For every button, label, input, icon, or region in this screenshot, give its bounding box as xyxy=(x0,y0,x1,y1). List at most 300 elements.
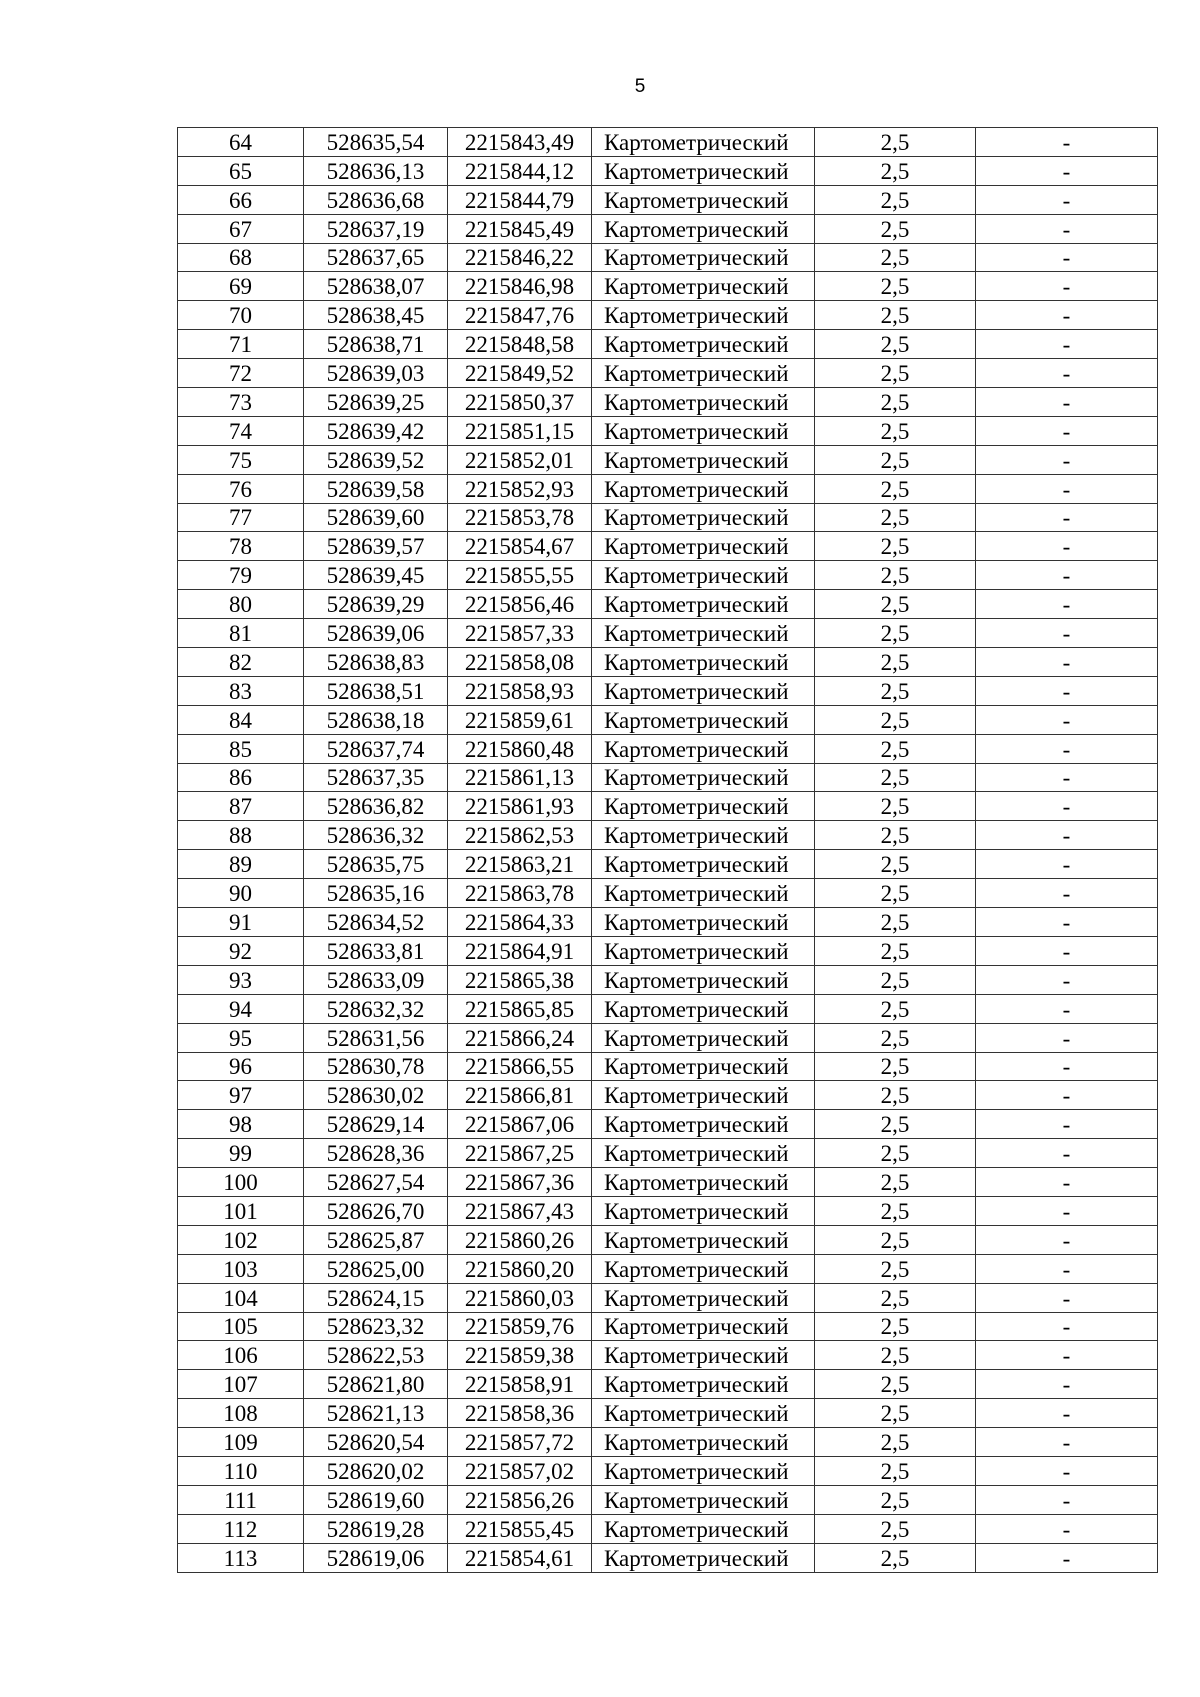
description-cell: - xyxy=(976,1052,1158,1081)
description-cell: - xyxy=(976,1283,1158,1312)
accuracy-cell: 2,5 xyxy=(815,1428,976,1457)
x-coordinate-cell: 528630,02 xyxy=(304,1081,448,1110)
method-cell: Картометрический xyxy=(592,1543,815,1572)
method-cell: Картометрический xyxy=(592,1312,815,1341)
method-cell: Картометрический xyxy=(592,128,815,157)
y-coordinate-cell: 2215860,20 xyxy=(448,1254,592,1283)
point-number-cell: 103 xyxy=(178,1254,304,1283)
method-cell: Картометрический xyxy=(592,994,815,1023)
description-cell: - xyxy=(976,1139,1158,1168)
y-coordinate-cell: 2215849,52 xyxy=(448,359,592,388)
x-coordinate-cell: 528633,09 xyxy=(304,965,448,994)
accuracy-cell: 2,5 xyxy=(815,474,976,503)
x-coordinate-cell: 528633,81 xyxy=(304,936,448,965)
description-cell: - xyxy=(976,994,1158,1023)
method-cell: Картометрический xyxy=(592,1052,815,1081)
point-number-cell: 110 xyxy=(178,1456,304,1485)
description-cell: - xyxy=(976,1399,1158,1428)
accuracy-cell: 2,5 xyxy=(815,1341,976,1370)
y-coordinate-cell: 2215867,36 xyxy=(448,1168,592,1197)
y-coordinate-cell: 2215852,93 xyxy=(448,474,592,503)
method-cell: Картометрический xyxy=(592,445,815,474)
method-cell: Картометрический xyxy=(592,503,815,532)
point-number-cell: 70 xyxy=(178,301,304,330)
accuracy-cell: 2,5 xyxy=(815,445,976,474)
accuracy-cell: 2,5 xyxy=(815,1370,976,1399)
table-row xyxy=(178,272,1158,301)
point-number-cell: 76 xyxy=(178,474,304,503)
accuracy-cell: 2,5 xyxy=(815,128,976,157)
accuracy-cell: 2,5 xyxy=(815,532,976,561)
x-coordinate-cell: 528629,14 xyxy=(304,1110,448,1139)
table-row xyxy=(178,908,1158,937)
table-row xyxy=(178,965,1158,994)
method-cell: Картометрический xyxy=(592,301,815,330)
point-number-cell: 69 xyxy=(178,272,304,301)
x-coordinate-cell: 528639,25 xyxy=(304,388,448,417)
accuracy-cell: 2,5 xyxy=(815,388,976,417)
table-row xyxy=(178,474,1158,503)
point-number-cell: 104 xyxy=(178,1283,304,1312)
method-cell: Картометрический xyxy=(592,214,815,243)
y-coordinate-cell: 2215844,79 xyxy=(448,185,592,214)
method-cell: Картометрический xyxy=(592,1399,815,1428)
accuracy-cell: 2,5 xyxy=(815,1081,976,1110)
accuracy-cell: 2,5 xyxy=(815,936,976,965)
coordinates-table-body xyxy=(178,128,1158,1573)
description-cell: - xyxy=(976,734,1158,763)
accuracy-cell: 2,5 xyxy=(815,590,976,619)
x-coordinate-cell: 528636,82 xyxy=(304,792,448,821)
description-cell: - xyxy=(976,1543,1158,1572)
table-row xyxy=(178,1168,1158,1197)
accuracy-cell: 2,5 xyxy=(815,1514,976,1543)
method-cell: Картометрический xyxy=(592,388,815,417)
description-cell: - xyxy=(976,156,1158,185)
point-number-cell: 72 xyxy=(178,359,304,388)
description-cell: - xyxy=(976,1456,1158,1485)
point-number-cell: 87 xyxy=(178,792,304,821)
description-cell: - xyxy=(976,1428,1158,1457)
description-cell: - xyxy=(976,532,1158,561)
point-number-cell: 82 xyxy=(178,648,304,677)
y-coordinate-cell: 2215866,24 xyxy=(448,1023,592,1052)
y-coordinate-cell: 2215854,67 xyxy=(448,532,592,561)
x-coordinate-cell: 528623,32 xyxy=(304,1312,448,1341)
accuracy-cell: 2,5 xyxy=(815,416,976,445)
point-number-cell: 75 xyxy=(178,445,304,474)
y-coordinate-cell: 2215866,81 xyxy=(448,1081,592,1110)
y-coordinate-cell: 2215857,02 xyxy=(448,1456,592,1485)
method-cell: Картометрический xyxy=(592,1485,815,1514)
x-coordinate-cell: 528634,52 xyxy=(304,908,448,937)
table-row xyxy=(178,1428,1158,1457)
accuracy-cell: 2,5 xyxy=(815,1283,976,1312)
point-number-cell: 86 xyxy=(178,763,304,792)
accuracy-cell: 2,5 xyxy=(815,1168,976,1197)
point-number-cell: 64 xyxy=(178,128,304,157)
description-cell: - xyxy=(976,1023,1158,1052)
method-cell: Картометрический xyxy=(592,1225,815,1254)
y-coordinate-cell: 2215859,61 xyxy=(448,705,592,734)
description-cell: - xyxy=(976,243,1158,272)
accuracy-cell: 2,5 xyxy=(815,185,976,214)
table-row xyxy=(178,185,1158,214)
x-coordinate-cell: 528636,32 xyxy=(304,821,448,850)
y-coordinate-cell: 2215865,38 xyxy=(448,965,592,994)
accuracy-cell: 2,5 xyxy=(815,850,976,879)
point-number-cell: 94 xyxy=(178,994,304,1023)
table-row xyxy=(178,792,1158,821)
y-coordinate-cell: 2215863,21 xyxy=(448,850,592,879)
point-number-cell: 65 xyxy=(178,156,304,185)
y-coordinate-cell: 2215857,33 xyxy=(448,619,592,648)
description-cell: - xyxy=(976,214,1158,243)
table-row xyxy=(178,330,1158,359)
x-coordinate-cell: 528637,65 xyxy=(304,243,448,272)
method-cell: Картометрический xyxy=(592,474,815,503)
table-row xyxy=(178,1312,1158,1341)
accuracy-cell: 2,5 xyxy=(815,1399,976,1428)
method-cell: Картометрический xyxy=(592,416,815,445)
description-cell: - xyxy=(976,185,1158,214)
x-coordinate-cell: 528619,06 xyxy=(304,1543,448,1572)
page-number: 5 xyxy=(634,76,646,97)
accuracy-cell: 2,5 xyxy=(815,243,976,272)
accuracy-cell: 2,5 xyxy=(815,994,976,1023)
method-cell: Картометрический xyxy=(592,1081,815,1110)
y-coordinate-cell: 2215845,49 xyxy=(448,214,592,243)
x-coordinate-cell: 528635,54 xyxy=(304,128,448,157)
accuracy-cell: 2,5 xyxy=(815,272,976,301)
method-cell: Картометрический xyxy=(592,185,815,214)
point-number-cell: 112 xyxy=(178,1514,304,1543)
method-cell: Картометрический xyxy=(592,705,815,734)
accuracy-cell: 2,5 xyxy=(815,792,976,821)
point-number-cell: 97 xyxy=(178,1081,304,1110)
point-number-cell: 100 xyxy=(178,1168,304,1197)
description-cell: - xyxy=(976,1341,1158,1370)
point-number-cell: 93 xyxy=(178,965,304,994)
accuracy-cell: 2,5 xyxy=(815,330,976,359)
description-cell: - xyxy=(976,301,1158,330)
x-coordinate-cell: 528639,42 xyxy=(304,416,448,445)
table-row xyxy=(178,1254,1158,1283)
table-row xyxy=(178,879,1158,908)
x-coordinate-cell: 528627,54 xyxy=(304,1168,448,1197)
method-cell: Картометрический xyxy=(592,1370,815,1399)
description-cell: - xyxy=(976,936,1158,965)
point-number-cell: 90 xyxy=(178,879,304,908)
point-number-cell: 67 xyxy=(178,214,304,243)
accuracy-cell: 2,5 xyxy=(815,1052,976,1081)
table-row xyxy=(178,301,1158,330)
x-coordinate-cell: 528635,16 xyxy=(304,879,448,908)
method-cell: Картометрический xyxy=(592,1456,815,1485)
description-cell: - xyxy=(976,1254,1158,1283)
point-number-cell: 108 xyxy=(178,1399,304,1428)
description-cell: - xyxy=(976,705,1158,734)
method-cell: Картометрический xyxy=(592,532,815,561)
x-coordinate-cell: 528619,60 xyxy=(304,1485,448,1514)
table-row xyxy=(178,1139,1158,1168)
y-coordinate-cell: 2215858,91 xyxy=(448,1370,592,1399)
table-row xyxy=(178,1081,1158,1110)
y-coordinate-cell: 2215858,36 xyxy=(448,1399,592,1428)
point-number-cell: 98 xyxy=(178,1110,304,1139)
point-number-cell: 81 xyxy=(178,619,304,648)
y-coordinate-cell: 2215861,93 xyxy=(448,792,592,821)
method-cell: Картометрический xyxy=(592,619,815,648)
table-row xyxy=(178,128,1158,157)
x-coordinate-cell: 528620,54 xyxy=(304,1428,448,1457)
point-number-cell: 79 xyxy=(178,561,304,590)
y-coordinate-cell: 2215860,03 xyxy=(448,1283,592,1312)
description-cell: - xyxy=(976,445,1158,474)
table-row xyxy=(178,734,1158,763)
table-row xyxy=(178,532,1158,561)
method-cell: Картометрический xyxy=(592,272,815,301)
y-coordinate-cell: 2215851,15 xyxy=(448,416,592,445)
accuracy-cell: 2,5 xyxy=(815,734,976,763)
method-cell: Картометрический xyxy=(592,1196,815,1225)
y-coordinate-cell: 2215855,55 xyxy=(448,561,592,590)
method-cell: Картометрический xyxy=(592,1254,815,1283)
y-coordinate-cell: 2215864,33 xyxy=(448,908,592,937)
description-cell: - xyxy=(976,792,1158,821)
accuracy-cell: 2,5 xyxy=(815,301,976,330)
table-row xyxy=(178,994,1158,1023)
accuracy-cell: 2,5 xyxy=(815,619,976,648)
description-cell: - xyxy=(976,648,1158,677)
point-number-cell: 78 xyxy=(178,532,304,561)
y-coordinate-cell: 2215852,01 xyxy=(448,445,592,474)
y-coordinate-cell: 2215857,72 xyxy=(448,1428,592,1457)
table-row xyxy=(178,648,1158,677)
table-row xyxy=(178,1283,1158,1312)
y-coordinate-cell: 2215860,26 xyxy=(448,1225,592,1254)
accuracy-cell: 2,5 xyxy=(815,821,976,850)
table-row xyxy=(178,416,1158,445)
x-coordinate-cell: 528638,51 xyxy=(304,676,448,705)
method-cell: Картометрический xyxy=(592,1341,815,1370)
method-cell: Картометрический xyxy=(592,676,815,705)
method-cell: Картометрический xyxy=(592,1023,815,1052)
table-row xyxy=(178,1225,1158,1254)
method-cell: Картометрический xyxy=(592,879,815,908)
method-cell: Картометрический xyxy=(592,850,815,879)
table-row xyxy=(178,821,1158,850)
point-number-cell: 92 xyxy=(178,936,304,965)
point-number-cell: 71 xyxy=(178,330,304,359)
y-coordinate-cell: 2215867,06 xyxy=(448,1110,592,1139)
description-cell: - xyxy=(976,1196,1158,1225)
x-coordinate-cell: 528639,45 xyxy=(304,561,448,590)
y-coordinate-cell: 2215854,61 xyxy=(448,1543,592,1572)
y-coordinate-cell: 2215863,78 xyxy=(448,879,592,908)
x-coordinate-cell: 528632,32 xyxy=(304,994,448,1023)
y-coordinate-cell: 2215862,53 xyxy=(448,821,592,850)
method-cell: Картометрический xyxy=(592,1283,815,1312)
point-number-cell: 89 xyxy=(178,850,304,879)
description-cell: - xyxy=(976,359,1158,388)
y-coordinate-cell: 2215847,76 xyxy=(448,301,592,330)
accuracy-cell: 2,5 xyxy=(815,1225,976,1254)
x-coordinate-cell: 528628,36 xyxy=(304,1139,448,1168)
accuracy-cell: 2,5 xyxy=(815,1456,976,1485)
accuracy-cell: 2,5 xyxy=(815,1023,976,1052)
y-coordinate-cell: 2215859,76 xyxy=(448,1312,592,1341)
description-cell: - xyxy=(976,1485,1158,1514)
y-coordinate-cell: 2215843,49 xyxy=(448,128,592,157)
x-coordinate-cell: 528622,53 xyxy=(304,1341,448,1370)
x-coordinate-cell: 528630,78 xyxy=(304,1052,448,1081)
x-coordinate-cell: 528638,83 xyxy=(304,648,448,677)
description-cell: - xyxy=(976,388,1158,417)
description-cell: - xyxy=(976,590,1158,619)
y-coordinate-cell: 2215856,26 xyxy=(448,1485,592,1514)
y-coordinate-cell: 2215858,08 xyxy=(448,648,592,677)
y-coordinate-cell: 2215864,91 xyxy=(448,936,592,965)
table-row xyxy=(178,561,1158,590)
table-row xyxy=(178,445,1158,474)
description-cell: - xyxy=(976,330,1158,359)
method-cell: Картометрический xyxy=(592,359,815,388)
method-cell: Картометрический xyxy=(592,821,815,850)
y-coordinate-cell: 2215866,55 xyxy=(448,1052,592,1081)
x-coordinate-cell: 528635,75 xyxy=(304,850,448,879)
accuracy-cell: 2,5 xyxy=(815,879,976,908)
table-row xyxy=(178,503,1158,532)
x-coordinate-cell: 528636,13 xyxy=(304,156,448,185)
x-coordinate-cell: 528624,15 xyxy=(304,1283,448,1312)
point-number-cell: 95 xyxy=(178,1023,304,1052)
y-coordinate-cell: 2215861,13 xyxy=(448,763,592,792)
point-number-cell: 73 xyxy=(178,388,304,417)
table-row xyxy=(178,1341,1158,1370)
description-cell: - xyxy=(976,128,1158,157)
table-row xyxy=(178,936,1158,965)
y-coordinate-cell: 2215859,38 xyxy=(448,1341,592,1370)
description-cell: - xyxy=(976,272,1158,301)
x-coordinate-cell: 528639,58 xyxy=(304,474,448,503)
accuracy-cell: 2,5 xyxy=(815,763,976,792)
x-coordinate-cell: 528621,13 xyxy=(304,1399,448,1428)
accuracy-cell: 2,5 xyxy=(815,214,976,243)
table-row xyxy=(178,214,1158,243)
description-cell: - xyxy=(976,821,1158,850)
description-cell: - xyxy=(976,676,1158,705)
table-row xyxy=(178,590,1158,619)
description-cell: - xyxy=(976,416,1158,445)
method-cell: Картометрический xyxy=(592,792,815,821)
method-cell: Картометрический xyxy=(592,1139,815,1168)
accuracy-cell: 2,5 xyxy=(815,1485,976,1514)
table-row xyxy=(178,1456,1158,1485)
y-coordinate-cell: 2215848,58 xyxy=(448,330,592,359)
method-cell: Картометрический xyxy=(592,965,815,994)
description-cell: - xyxy=(976,1110,1158,1139)
point-number-cell: 105 xyxy=(178,1312,304,1341)
x-coordinate-cell: 528626,70 xyxy=(304,1196,448,1225)
description-cell: - xyxy=(976,474,1158,503)
table-row xyxy=(178,676,1158,705)
table-row xyxy=(178,1052,1158,1081)
point-number-cell: 85 xyxy=(178,734,304,763)
accuracy-cell: 2,5 xyxy=(815,705,976,734)
method-cell: Картометрический xyxy=(592,561,815,590)
table-row xyxy=(178,243,1158,272)
accuracy-cell: 2,5 xyxy=(815,1543,976,1572)
accuracy-cell: 2,5 xyxy=(815,676,976,705)
description-cell: - xyxy=(976,850,1158,879)
x-coordinate-cell: 528621,80 xyxy=(304,1370,448,1399)
table-row xyxy=(178,388,1158,417)
accuracy-cell: 2,5 xyxy=(815,1110,976,1139)
point-number-cell: 91 xyxy=(178,908,304,937)
x-coordinate-cell: 528638,45 xyxy=(304,301,448,330)
method-cell: Картометрический xyxy=(592,1110,815,1139)
method-cell: Картометрический xyxy=(592,1168,815,1197)
x-coordinate-cell: 528639,06 xyxy=(304,619,448,648)
x-coordinate-cell: 528639,57 xyxy=(304,532,448,561)
point-number-cell: 88 xyxy=(178,821,304,850)
point-number-cell: 96 xyxy=(178,1052,304,1081)
x-coordinate-cell: 528637,19 xyxy=(304,214,448,243)
method-cell: Картометрический xyxy=(592,908,815,937)
method-cell: Картометрический xyxy=(592,243,815,272)
x-coordinate-cell: 528639,60 xyxy=(304,503,448,532)
table-row xyxy=(178,763,1158,792)
y-coordinate-cell: 2215853,78 xyxy=(448,503,592,532)
description-cell: - xyxy=(976,1370,1158,1399)
x-coordinate-cell: 528620,02 xyxy=(304,1456,448,1485)
point-number-cell: 99 xyxy=(178,1139,304,1168)
point-number-cell: 68 xyxy=(178,243,304,272)
y-coordinate-cell: 2215867,43 xyxy=(448,1196,592,1225)
description-cell: - xyxy=(976,908,1158,937)
method-cell: Картометрический xyxy=(592,1428,815,1457)
coordinates-table xyxy=(177,127,1158,1573)
method-cell: Картометрический xyxy=(592,648,815,677)
y-coordinate-cell: 2215846,22 xyxy=(448,243,592,272)
point-number-cell: 106 xyxy=(178,1341,304,1370)
y-coordinate-cell: 2215855,45 xyxy=(448,1514,592,1543)
x-coordinate-cell: 528639,52 xyxy=(304,445,448,474)
point-number-cell: 66 xyxy=(178,185,304,214)
point-number-cell: 109 xyxy=(178,1428,304,1457)
point-number-cell: 80 xyxy=(178,590,304,619)
description-cell: - xyxy=(976,965,1158,994)
y-coordinate-cell: 2215844,12 xyxy=(448,156,592,185)
method-cell: Картометрический xyxy=(592,156,815,185)
method-cell: Картометрический xyxy=(592,1514,815,1543)
point-number-cell: 74 xyxy=(178,416,304,445)
point-number-cell: 102 xyxy=(178,1225,304,1254)
y-coordinate-cell: 2215858,93 xyxy=(448,676,592,705)
description-cell: - xyxy=(976,763,1158,792)
point-number-cell: 113 xyxy=(178,1543,304,1572)
accuracy-cell: 2,5 xyxy=(815,965,976,994)
accuracy-cell: 2,5 xyxy=(815,503,976,532)
table-row xyxy=(178,850,1158,879)
x-coordinate-cell: 528619,28 xyxy=(304,1514,448,1543)
table-row xyxy=(178,705,1158,734)
table-row xyxy=(178,1514,1158,1543)
accuracy-cell: 2,5 xyxy=(815,1312,976,1341)
x-coordinate-cell: 528637,74 xyxy=(304,734,448,763)
description-cell: - xyxy=(976,1168,1158,1197)
